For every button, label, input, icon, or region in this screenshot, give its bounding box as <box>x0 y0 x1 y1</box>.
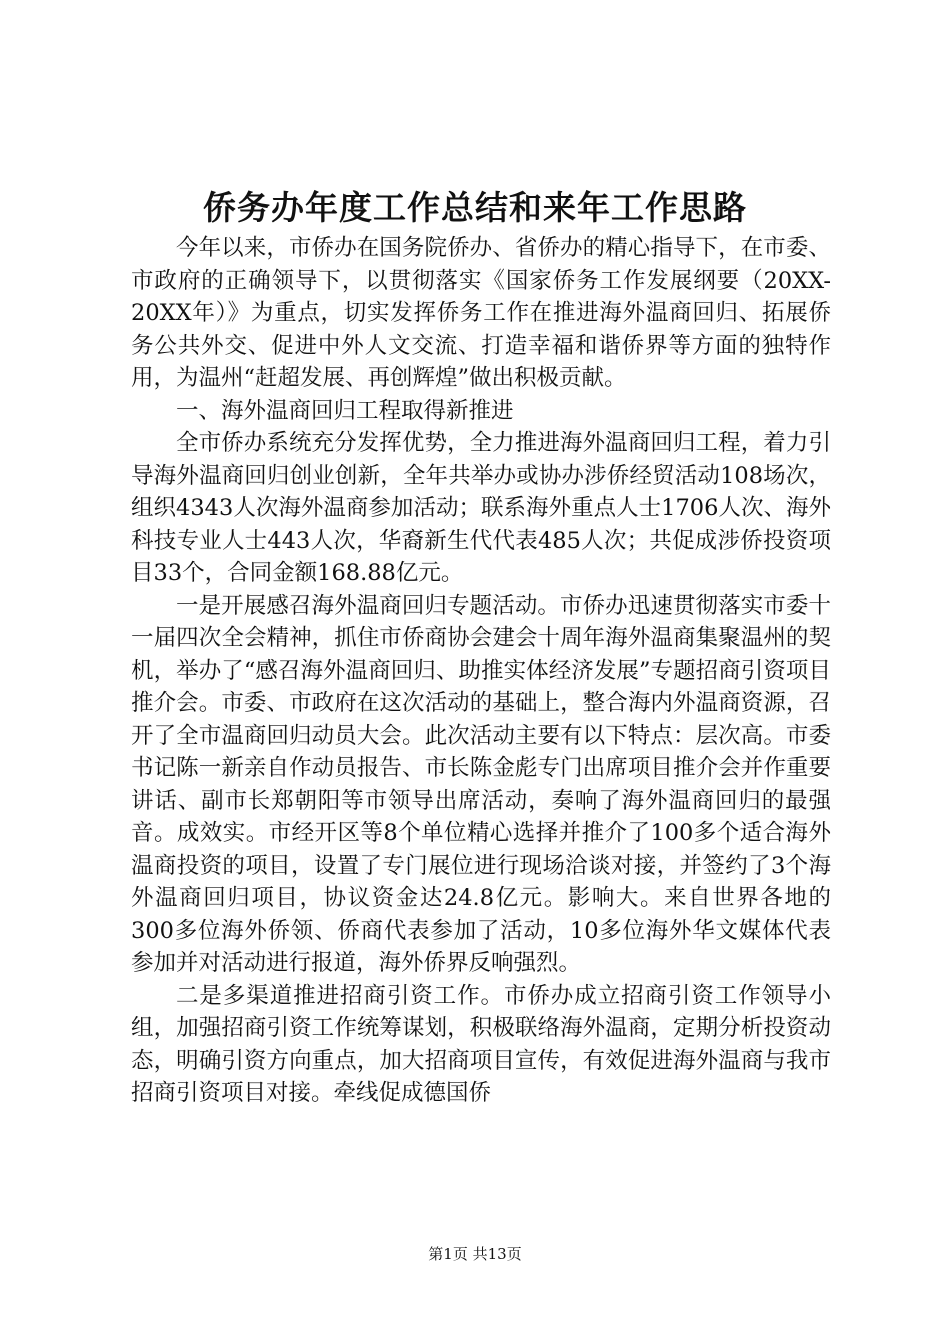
paragraph-point-2: 二是多渠道推进招商引资工作。市侨办成立招商引资工作领导小组，加强招商引资工作统筹谋划，积极联络海外温商，定期分析投资动态，明确引资方向重点，加大招商项目宣传，有效促进海外温商与我市招商引资项目对接。牵线促成德国侨 <box>131 982 831 1106</box>
section-heading-1: 一、海外温商回归工程取得新推进 <box>176 397 514 424</box>
paragraph-summary: 全市侨办系统充分发挥优势，全力推进海外温商回归工程，着力引导海外温商回归创业创新，全年共举办或协办涉侨经贸活动108场次，组织4343人次海外温商参加活动；联系海外重点人士1706人次、海外科技专业人士443人次，华裔新生代代表485人次；共促成涉侨投资项目33个，合同金额168.88亿元。 <box>131 430 831 586</box>
document-title: 侨务办年度工作总结和来年工作思路 <box>203 188 747 227</box>
paragraph-point-1: 一是开展感召海外温商回归专题活动。市侨办迅速贯彻落实市委十一届四次全会精神，抓住市侨商协会建会十周年海外温商集聚温州的契机，举办了“感召海外温商回归、助推实体经济发展”专题招商引资项目推介会。市委、市政府在这次活动的基础上，整合海内外温商资源，召开了全市温商回归动员大会。此次活动主要有以下特点：层次高。市委书记陈一新亲自作动员报告、市长陈金彪专门出席项目推介会并作重要讲话、副市长郑朝阳等市领导出席活动，奏响了海外温商回归的最强音。成效实。市经开区等8个单位精心选择并推介了100多个适合海外温商投资的项目，设置了专门展位进行现场洽谈对接，并签约了3个海外温商回归项目，协议资金达24.8亿元。影响大。来自世界各地的300多位海外侨领、侨商代表参加了活动，10多位海外华文媒体代表参加并对活动进行报道，海外侨界反响强烈。 <box>131 592 831 976</box>
paragraph-intro: 今年以来，市侨办在国务院侨办、省侨办的精心指导下，在市委、市政府的正确领导下，以贯彻落实《国家侨务工作发展纲要（20XX-20XX年）》为重点，切实发挥侨务工作在推进海外温商回归、拓展侨务公共外交、促进中外人文交流、打造幸福和谐侨界等方面的独特作用，为温州“赶超发展、再创辉煌”做出积极贡献。 <box>131 235 831 391</box>
document-body <box>131 232 831 1110</box>
page-number-footer: 第1页 共13页 <box>428 1245 522 1263</box>
